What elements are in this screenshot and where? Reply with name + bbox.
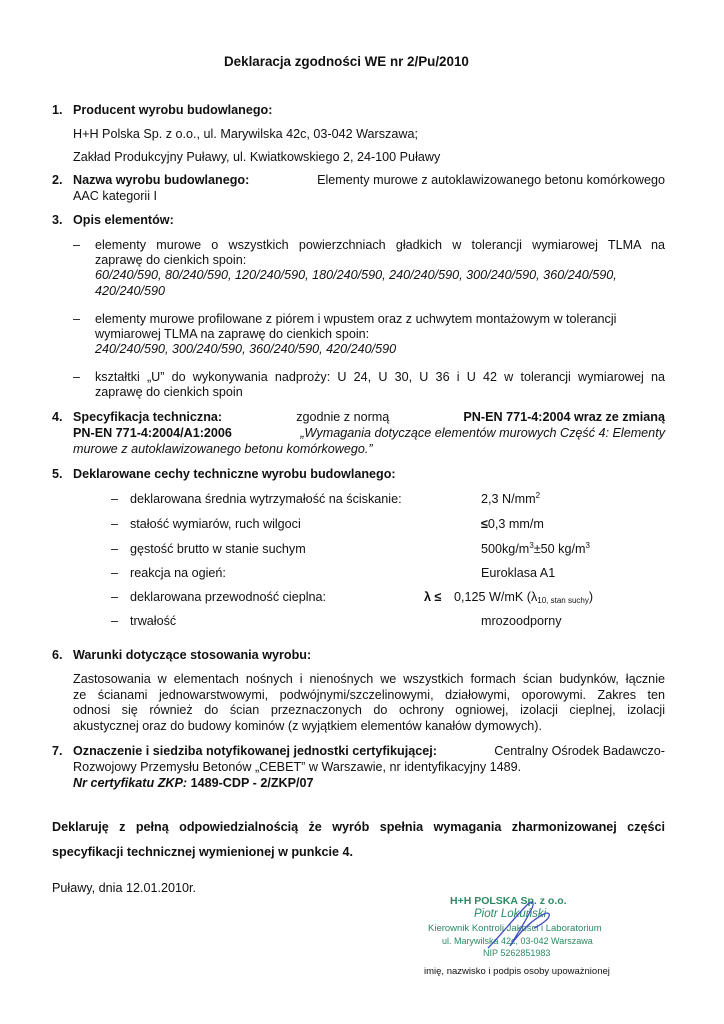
usage-line-1: Zastosowania w elementach nośnych i nienośnych we wszystkich formach ścian budynków, łącznie bbox=[73, 672, 665, 686]
section-number: 3. bbox=[52, 213, 63, 227]
section-heading: Specyfikacja techniczna: bbox=[73, 410, 223, 424]
section-heading: Warunki dotyczące stosowania wyrobu: bbox=[73, 648, 312, 662]
element-desc-2-line-2: wymiarowej TLMA na zaprawę do cienkich spoin: bbox=[95, 327, 370, 341]
section-number: 5. bbox=[52, 467, 63, 481]
spec-norm: PN-EN 771-4:2004 wraz ze zmianą bbox=[463, 410, 665, 424]
dash-bullet: – bbox=[111, 590, 119, 604]
section-heading: Nazwa wyrobu budowlanego: bbox=[73, 173, 250, 187]
dash-bullet: – bbox=[111, 517, 119, 531]
usage-line-3: odnosi się również do ścian przeznaczonych do ochrony ogniowej, izolacji cieplnej, izolacji bbox=[73, 703, 665, 717]
stamp-role: Kierownik Kontroli Jakości i Laboratorium bbox=[428, 923, 602, 934]
element-desc-3-line-2: zaprawę do cienkich spoin bbox=[95, 385, 243, 399]
section-heading: Deklarowane cechy techniczne wyrobu budowlanego: bbox=[73, 467, 396, 481]
document-title: Deklaracja zgodności WE nr 2/Pu/2010 bbox=[224, 54, 469, 69]
section-number: 6. bbox=[52, 648, 63, 662]
dash-bullet: – bbox=[73, 312, 81, 326]
stamp-company: H+H POLSKA Sp. z o.o. bbox=[450, 895, 567, 907]
usage-line-4: akustycznej oraz do budowy kominów (z wyjątkiem elementów kanałów dymowych). bbox=[73, 719, 542, 733]
stamp-address: ul. Marywilska 42c, 03-042 Warszawa bbox=[442, 936, 593, 946]
spec-mid-text: zgodnie z normą bbox=[296, 410, 390, 424]
product-name-text: Elementy murowe z autoklawizowanego betonu komórkowego bbox=[317, 173, 665, 187]
notified-body-line-1 bbox=[73, 744, 665, 758]
declaration-line-2: specyfikacji technicznej wymienionej w punkcie 4. bbox=[52, 845, 353, 859]
dash-bullet: – bbox=[111, 492, 119, 506]
stamp-name: Piotr Lokuński bbox=[474, 908, 547, 920]
dash-bullet: – bbox=[73, 370, 81, 384]
spec-quote: „Wymagania dotyczące elementów murowych Część 4: Elementy bbox=[300, 426, 665, 440]
element-dims-2: 240/240/590, 300/240/590, 360/240/590, 420/240/590 bbox=[95, 342, 397, 356]
property-label: stałość wymiarów, ruch wilgoci bbox=[130, 517, 301, 531]
certificate-number: Nr certyfikatu ZKP: 1489-CDP - 2/ZKP/07 bbox=[73, 776, 314, 790]
usage-line-2: ze ścianami jednowarstwowymi, podwójnymi/szczelinowymi, działowymi, oporowymi. Zakres ten bbox=[73, 688, 665, 702]
dash-bullet: – bbox=[111, 614, 119, 628]
property-label: reakcja na ogień: bbox=[130, 566, 226, 580]
element-desc-2-line-1: elementy murowe profilowane z piórem i wpustem oraz z uchwytem montażowym w tolerancji bbox=[95, 312, 617, 326]
declaration-line-1: Deklaruję z pełną odpowiedzialnością że wyrób spełnia wymagania zharmonizowanej części bbox=[52, 820, 665, 834]
product-category: AAC kategorii I bbox=[73, 189, 157, 203]
property-value: ≤0,3 mm/m bbox=[481, 517, 544, 531]
property-label: deklarowana średnia wytrzymałość na ściskanie: bbox=[130, 492, 402, 506]
element-desc-3-line-1: kształtki „U” do wykonywania nadproży: U 24, U 30, U 36 i U 42 w tolerancji wymiarowej na bbox=[95, 370, 665, 384]
section-heading: Oznaczenie i siedziba notyfikowanej jednostki certyfikującej: bbox=[73, 744, 437, 758]
spec-quote-cont: murowe z autoklawizowanego betonu komórkowego.” bbox=[73, 442, 373, 456]
property-value: Euroklasa A1 bbox=[481, 566, 556, 580]
section-number: 2. bbox=[52, 173, 63, 187]
place-date: Puławy, dnia 12.01.2010r. bbox=[52, 881, 196, 895]
property-value: mrozoodporny bbox=[481, 614, 562, 628]
plant-address: Zakład Produkcyjny Puławy, ul. Kwiatkowskiego 2, 24-100 Puławy bbox=[73, 150, 441, 164]
spec-line-2 bbox=[73, 426, 665, 440]
property-label: gęstość brutto w stanie suchym bbox=[130, 542, 306, 556]
section-number: 4. bbox=[52, 410, 63, 424]
section-heading: Opis elementów: bbox=[73, 213, 174, 227]
property-value: 2,3 $N/mm^2$ bbox=[481, 491, 541, 506]
property-value: 0,125 W/mK $(\lambda_{10, stan suchy})$ bbox=[454, 590, 594, 605]
spec-line-1 bbox=[73, 410, 665, 424]
dash-bullet: – bbox=[111, 542, 119, 556]
notified-body-text: Centralny Ośrodek Badawczo- bbox=[494, 744, 665, 758]
element-dims-1b: 420/240/590 bbox=[95, 284, 166, 298]
element-desc-1-line-1: elementy murowe o wszystkich powierzchniach gładkich w tolerancji wymiarowej TLMA na bbox=[95, 238, 665, 252]
handwritten-signature bbox=[480, 896, 560, 954]
dash-bullet: – bbox=[111, 566, 119, 580]
lambda-symbol: λ ≤ bbox=[424, 590, 442, 604]
section-heading: Producent wyrobu budowlanego: bbox=[73, 103, 273, 117]
property-label: trwałość bbox=[130, 614, 177, 628]
element-dims-1: 60/240/590, 80/240/590, 120/240/590, 180/240/590, 240/240/590, 300/240/590, 360/240/590, bbox=[95, 268, 617, 282]
spec-norm-amendment: PN-EN 771-4:2004/A1:2006 bbox=[73, 426, 232, 440]
section-number: 7. bbox=[52, 744, 63, 758]
property-value: $500kg/m^3\pm 50$ $kg/m^3$ bbox=[481, 541, 590, 556]
dash-bullet: – bbox=[73, 238, 81, 252]
element-desc-1-line-2: zaprawę do cienkich spoin: bbox=[95, 253, 247, 267]
property-label: deklarowana przewodność cieplna: bbox=[130, 590, 327, 604]
signature-caption: imię, nazwisko i podpis osoby upoważnionej bbox=[424, 966, 610, 977]
notified-body-line-2: Rozwojowy Przemysłu Betonów „CEBET” w Warszawie, nr identyfikacyjny 1489. bbox=[73, 760, 522, 774]
producer-address: H+H Polska Sp. z o.o., ul. Marywilska 42c, 03-042 Warszawa; bbox=[73, 127, 418, 141]
stamp-nip: NIP 5262851983 bbox=[483, 948, 551, 958]
product-name-line bbox=[73, 173, 665, 187]
section-number: 1. bbox=[52, 103, 63, 117]
